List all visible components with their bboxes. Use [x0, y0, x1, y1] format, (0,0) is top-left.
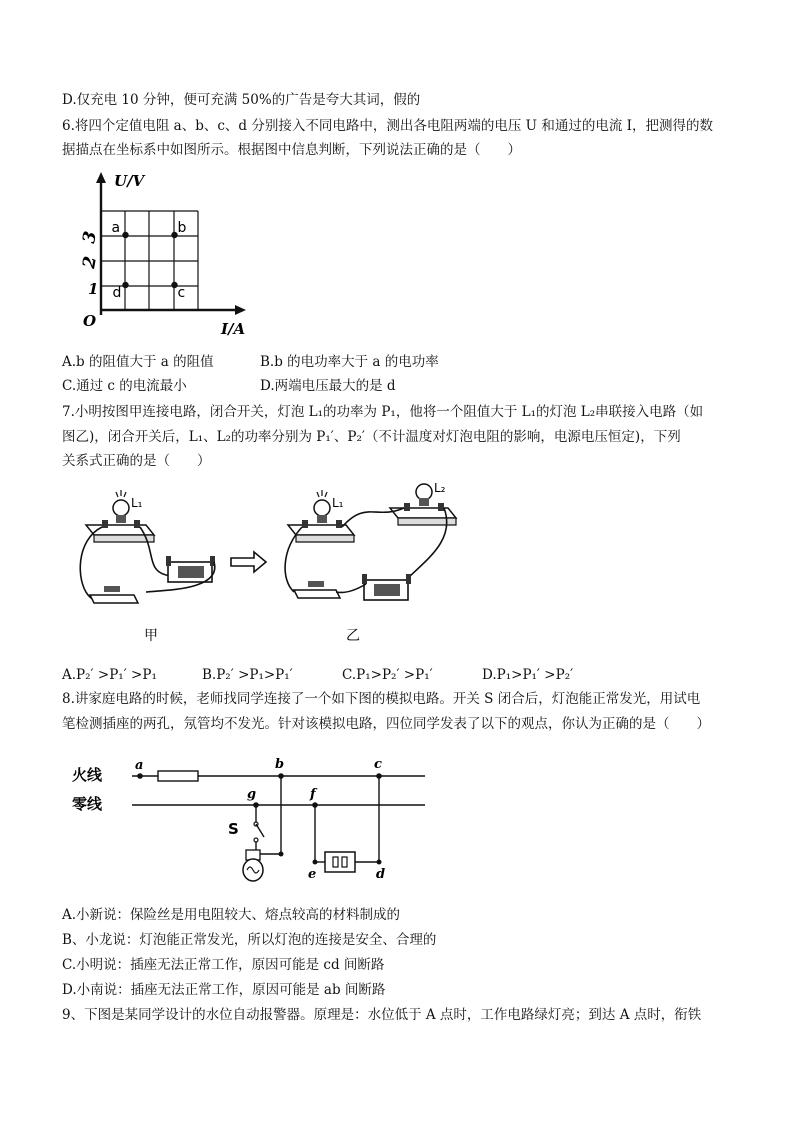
- transform-arrow-icon: [231, 552, 266, 572]
- live-wire-label: 火线: [72, 766, 103, 784]
- q7-option-b: B.P₂′ >P₁>P₁′: [202, 667, 293, 683]
- q6-ui-graph: [78, 168, 258, 340]
- bulb-l1-label: L₁: [332, 496, 344, 510]
- point-a-label: a: [135, 758, 144, 773]
- switch-s-label: S: [228, 820, 239, 838]
- q8-option-c: C.小明说：插座无法正常工作，原因可能是 cd 间断路: [62, 957, 385, 973]
- point-c-label: c: [374, 757, 382, 772]
- y-axis-arrow: [96, 172, 106, 183]
- y-tick-3: 3: [79, 229, 102, 245]
- q7-circuit-figures: [76, 480, 476, 645]
- data-point-d: [122, 282, 128, 288]
- q7-stem-line-2: 图乙)，闭合开关后，L₁、L₂的功率分别为 P₁′、P₂′（不计温度对灯泡电阻的影响，电源电压恒定)，下列: [62, 429, 681, 445]
- q8-option-b: B、小龙说：灯泡能正常发光，所以灯泡的连接是安全、合理的: [62, 932, 437, 948]
- q6-stem-line-1: 6.将四个定值电阻 a、b、c、d 分别接入不同电路中，测出各电阻两端的电压 U 和通过的电流 I，把测得的数: [62, 118, 713, 134]
- q7-option-d: D.P₁>P₁′ >P₂′: [482, 667, 574, 683]
- q8-option-a: A.小新说：保险丝是用电阻较大、熔点较高的材料制成的: [62, 907, 401, 923]
- point-e-label: e: [308, 867, 317, 882]
- fig-label-yi: 乙: [346, 628, 360, 644]
- data-point-label-b: b: [177, 220, 187, 236]
- q5-option-d: D.仅充电 10 分钟，便可充满 50%的广告是夸大其词，假的: [62, 92, 421, 108]
- fig-label-jia: 甲: [144, 628, 158, 644]
- bulb-l2-label: L₂: [434, 481, 446, 495]
- bulb-l2-icon: [416, 484, 432, 500]
- q6-stem-line-2: 据描点在坐标系中如图所示。根据图中信息判断，下列说法正确的是（ ）: [62, 142, 521, 158]
- figure-jia: [80, 490, 215, 603]
- point-d-label: d: [376, 867, 386, 882]
- y-tick-2: 2: [79, 254, 102, 270]
- switch-icon: [90, 595, 138, 603]
- bulb-l1-icon: [113, 500, 129, 516]
- y-tick-1: 1: [88, 280, 99, 298]
- q6-option-d: D.两端电压最大的是 d: [260, 378, 396, 394]
- bulb-l1-icon: [314, 500, 330, 516]
- q7-stem-line-1: 7.小明按图甲连接电路，闭合开关，灯泡 L₁的功率为 P₁，他将一个阻值大于 L₁的灯泡 L₂串联接入电路（如: [62, 404, 704, 420]
- switch-icon: [294, 590, 340, 598]
- q9-stem-line-1: 9、下图是某同学设计的水位自动报警器。原理是：水位低于 A 点时，工作电路绿灯亮；到达 A 点时，衔铁: [62, 1007, 702, 1023]
- data-point-label-d: d: [112, 285, 122, 301]
- q8-household-circuit: [70, 752, 440, 892]
- q7-stem-line-3: 关系式正确的是（ ）: [62, 453, 211, 469]
- fuse-icon: [158, 771, 198, 781]
- bulb-l1-label: L₁: [131, 496, 143, 510]
- q8-stem-line-1: 8.讲家庭电路的时候，老师找同学连接了一个如下图的模拟电路。开关 S 闭合后，灯泡能正常发光，用试电: [62, 691, 701, 707]
- point-g-label: g: [247, 787, 257, 802]
- q6-option-a: A.b 的阻值大于 a 的阻值: [62, 354, 214, 370]
- x-axis-arrow: [235, 305, 246, 315]
- figure-yi: [285, 481, 456, 600]
- data-point-a: [122, 232, 128, 238]
- q7-option-c: C.P₁>P₂′ >P₁′: [342, 667, 433, 683]
- origin-label: O: [83, 312, 97, 330]
- x-axis-label: I/A: [221, 320, 246, 338]
- q7-option-a: A.P₂′ >P₁′ >P₁: [62, 667, 157, 683]
- q6-option-c: C.通过 c 的电流最小: [62, 378, 187, 394]
- q8-option-d: D.小南说：插座无法正常工作，原因可能是 ab 间断路: [62, 982, 386, 998]
- point-f-label: f: [310, 787, 316, 802]
- data-point-label-c: c: [177, 285, 186, 301]
- q6-option-b: B.b 的电功率大于 a 的电功率: [260, 354, 439, 370]
- data-point-label-a: a: [111, 220, 121, 236]
- y-axis-label: U/V: [114, 172, 145, 190]
- point-b-label: b: [275, 757, 285, 772]
- neutral-wire-label: 零线: [72, 795, 103, 813]
- q8-stem-line-2: 笔检测插座的两孔，氖管均不发光。针对该模拟电路，四位同学发表了以下的观点，你认为正确的是（ ）: [62, 716, 710, 732]
- switch-s-icon: [256, 824, 264, 837]
- socket-icon: [325, 852, 355, 872]
